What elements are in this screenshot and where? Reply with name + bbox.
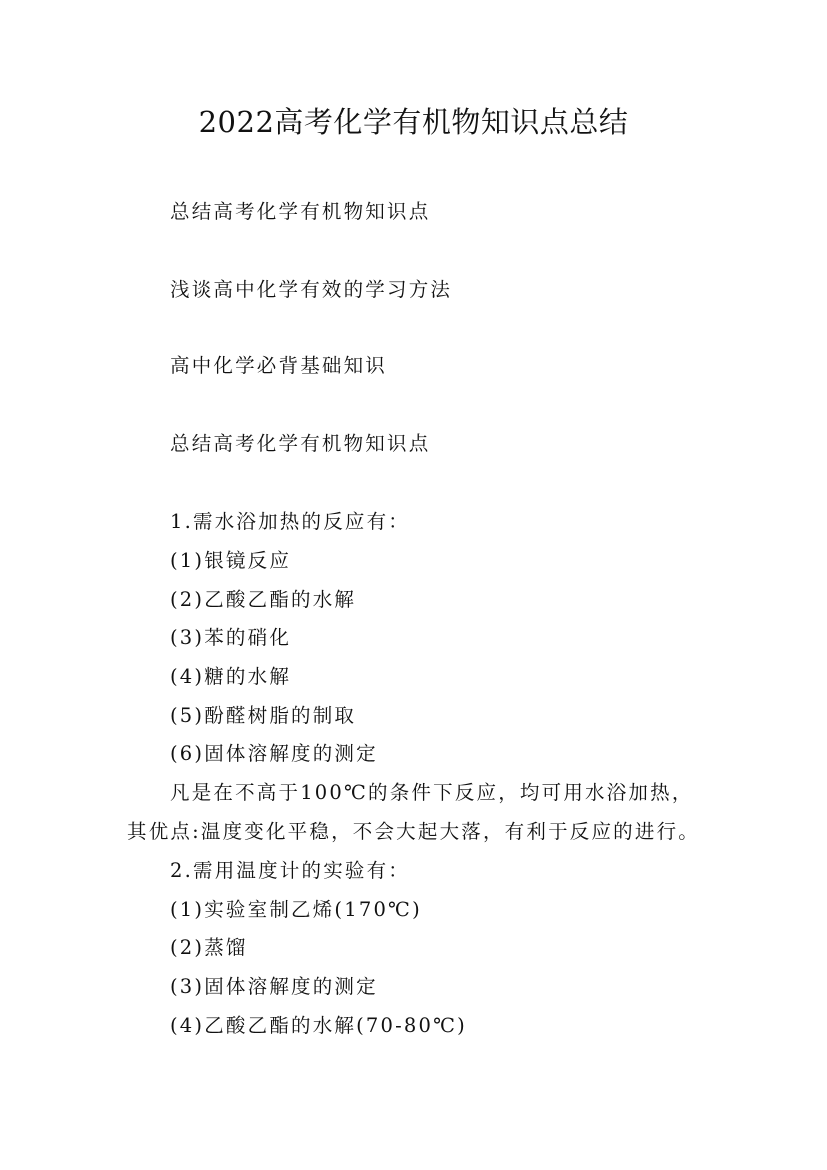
toc-item: 浅谈高中化学有效的学习方法 [170,278,453,301]
item1-list-entry: (6)固体溶解度的测定 [170,742,378,765]
item2-list-entry: (4)乙酸乙酯的水解(70-80℃) [170,1014,467,1037]
item1-list-entry: (2)乙酸乙酯的水解 [170,588,357,611]
item2-heading: 2.需用温度计的实验有： [170,859,411,882]
toc-item: 高中化学必背基础知识 [170,354,388,377]
document-title: 2022高考化学有机物知识点总结 [198,105,629,139]
item1-list-entry: (3)苯的硝化 [170,626,292,649]
item1-heading: 1.需水浴加热的反应有： [170,510,411,533]
item1-note-line: 凡是在不高于100℃的条件下反应，均可用水浴加热， [170,781,694,804]
section-heading: 总结高考化学有机物知识点 [170,432,431,455]
item1-list-entry: (1)银镜反应 [170,549,292,572]
item2-list-entry: (1)实验室制乙烯(170℃) [170,898,422,921]
toc-item: 总结高考化学有机物知识点 [170,200,431,223]
item2-list-entry: (3)固体溶解度的测定 [170,975,378,998]
item1-list-entry: (5)酚醛树脂的制取 [170,704,357,727]
item2-list-entry: (2)蒸馏 [170,936,248,959]
item1-list-entry: (4)糖的水解 [170,665,292,688]
item1-note-line: 其优点:温度变化平稳，不会大起大落，有利于反应的进行。 [127,820,700,843]
